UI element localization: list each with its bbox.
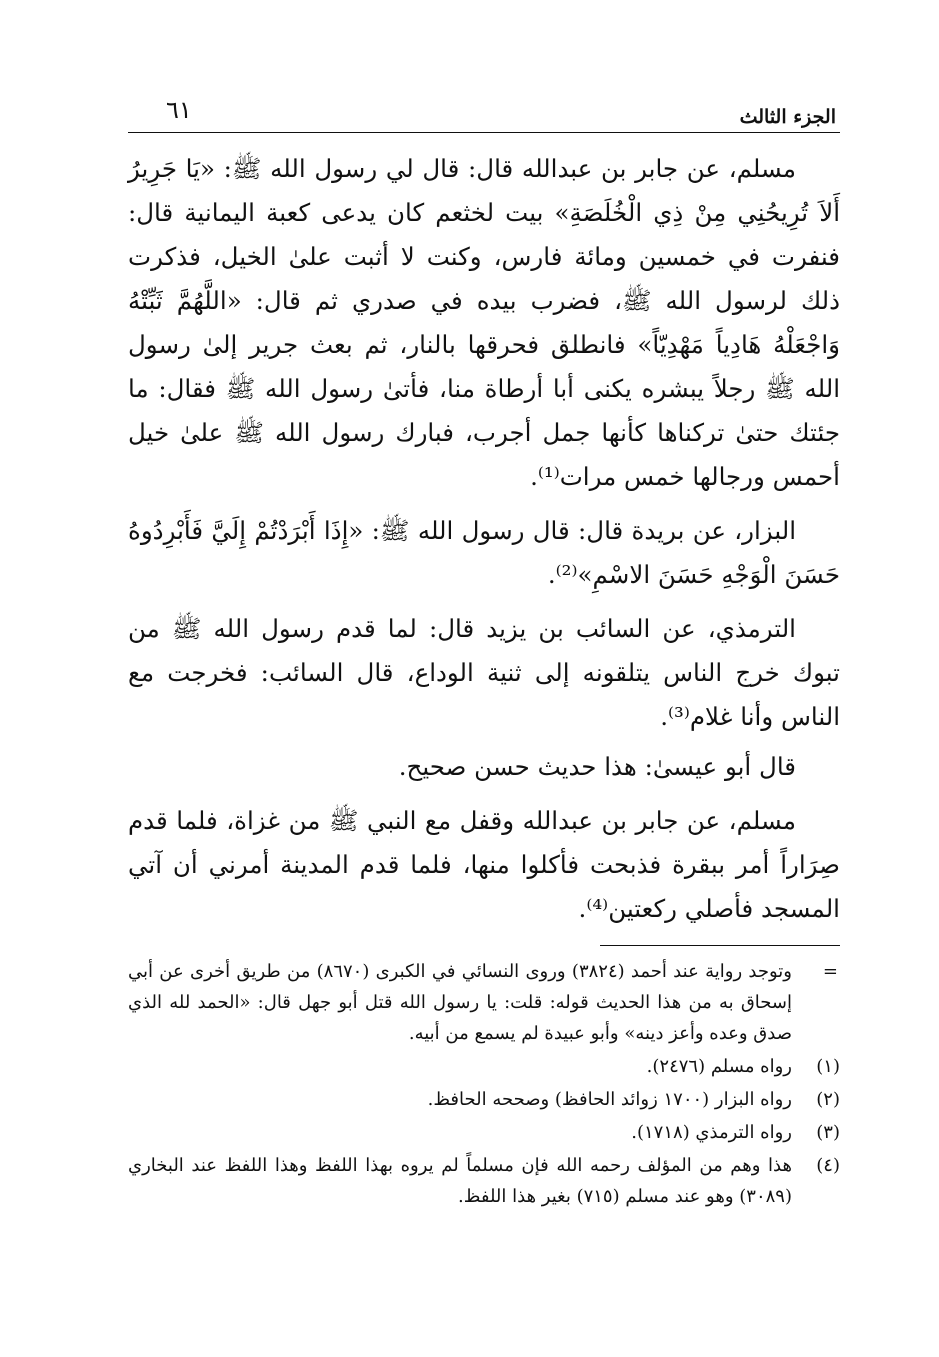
footnote-text: رواه الترمذي (١٧١٨). (631, 1122, 792, 1143)
footnote-text: وتوجد رواية عند أحمد (٣٨٢٤) وروى النسائي في الكبرى (٨٦٧٠) من طريق أخرى عن أبي إسحاق به من هذا الحديث قوله: قلت: يا رسول الله قتل أبو جهل قال: «الحمد لله الذي صدق وعده وأعز دينه» وأبو عبيدة لم يسمع من أبيه. (128, 961, 792, 1044)
hadith-paragraph: مسلم، عن جابر بن عبدالله وقفل مع النبي ﷺ من غزاة، فلما قدم صِرَاراً أمر ببقرة فذبحت فأكلوا منها، فلما قدم المدينة أمرني أن آتي المسجد فأصلي ركعتين⁽⁴⁾. (128, 806, 840, 923)
footnotes-section (128, 956, 840, 1212)
footnote-text: هذا وهم من المؤلف رحمه الله فإن مسلماً لم يروه بهذا اللفظ وهذا اللفظ عند البخاري (٣٠٨٩) وهو عند مسلم (٧١٥) بغير هذا اللفظ. (128, 1155, 792, 1207)
hadith-paragraph: مسلم، عن جابر بن عبدالله قال: قال لي رسول الله ﷺ: «يَا جَرِيرُ أَلاَ تُرِيحُنِي مِنْ ذِي الْخُلَصَةِ» بيت لخثعم كان يدعى كعبة اليمانية قال: فنفرت في خمسين ومائة فارس، وكنت لا أثبت علىٰ الخيل، فذكرت ذلك لرسول الله ﷺ، فضرب بيده في صدري ثم قال: «اللَّهُمَّ ثَبِّتْهُ وَاجْعَلْهُ هَادِياً مَهْدِيّاً» فانطلق فحرقها بالنار، ثم بعث جرير إلىٰ رسول الله ﷺ رجلاً يبشره يكنى أبا أرطاة منا، فأتىٰ رسول الله ﷺ فقال: ما جئتك حتىٰ تركناها كأنها جمل أجرب، فبارك رسول الله ﷺ علىٰ خيل أحمس ورجالها خمس مرات⁽¹⁾. (128, 154, 840, 491)
footnote-marker: = (822, 961, 838, 982)
footnote-divider (600, 945, 840, 946)
document-page (128, 92, 840, 1322)
footnote-marker: (١) (816, 1056, 840, 1077)
footnote-3 (128, 1117, 840, 1148)
footnote-marker: (٤) (816, 1155, 840, 1176)
footnote-continuation (128, 956, 840, 1049)
page-number: ٦١ (166, 96, 192, 124)
hadith-paragraph: البزار، عن بريدة قال: قال رسول الله ﷺ: «إِذَا أَبْرَدْتُمْ إِلَيَّ فَأَبْرِدُوهُ حَسَنَ الْوَجْهِ حَسَنَ الاسْمِ»⁽²⁾. (128, 516, 840, 589)
hadith-paragraph: الترمذي، عن السائب بن يزيد قال: لما قدم رسول الله ﷺ من تبوك خرج الناس يتلقونه إلى ثنية الوداع، قال السائب: فخرجت مع الناس وأنا غلام⁽³⁾. (128, 614, 840, 731)
footnote-marker: (٢) (816, 1089, 840, 1110)
main-text (128, 147, 840, 931)
footnote-2 (128, 1084, 840, 1115)
footnote-marker: (٣) (816, 1122, 840, 1143)
footnote-1 (128, 1051, 840, 1082)
running-header (128, 92, 840, 133)
footnote-4 (128, 1150, 840, 1212)
book-part-title: الجزء الثالث (739, 106, 836, 128)
footnote-text: رواه البزار (١٧٠٠ زوائد الحافظ) وصححه الحافظ. (427, 1089, 792, 1110)
grading-paragraph: قال أبو عيسىٰ: هذا حديث حسن صحيح. (398, 752, 796, 781)
footnote-text: رواه مسلم (٢٤٧٦). (646, 1056, 792, 1077)
